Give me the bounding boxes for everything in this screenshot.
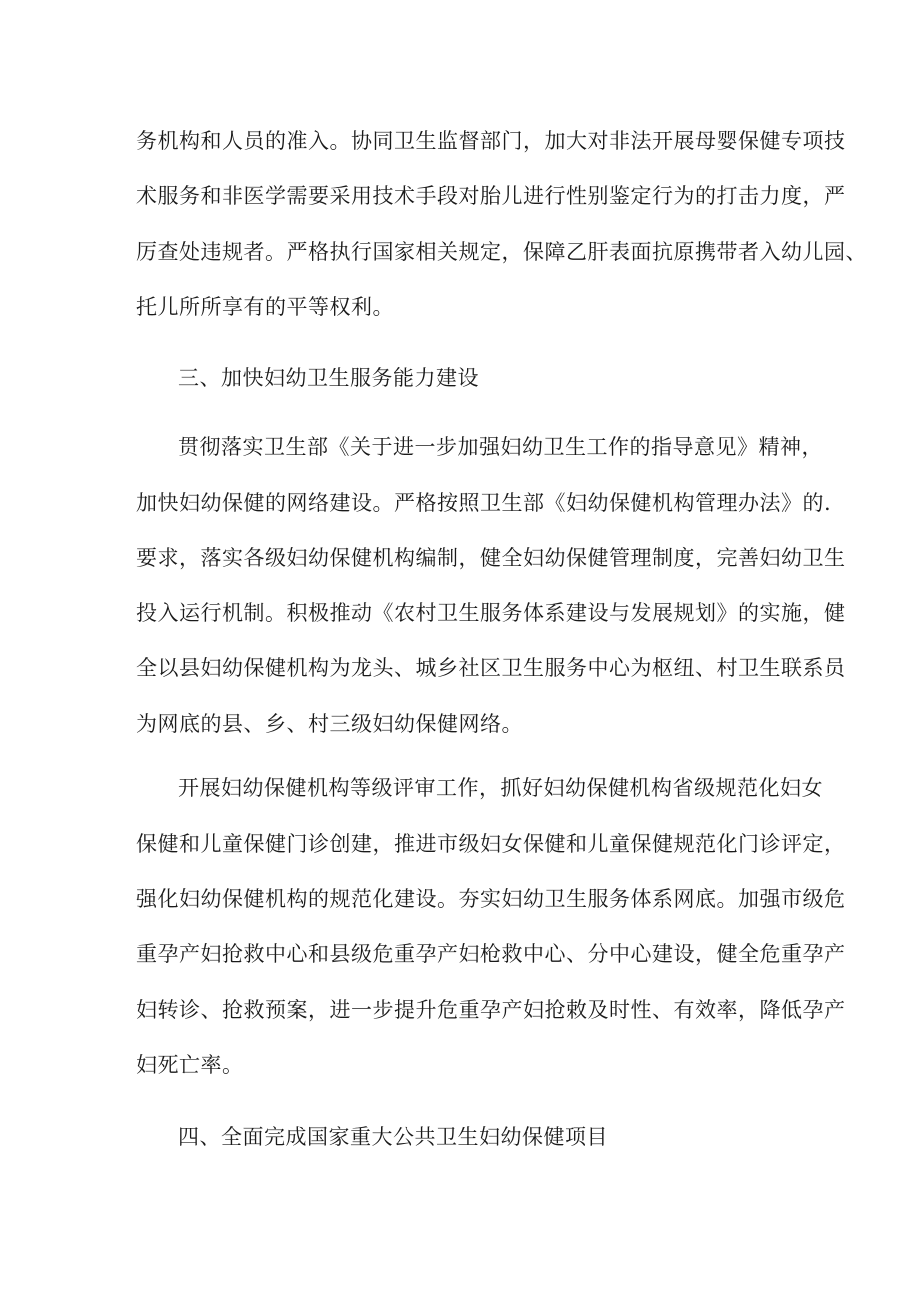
paragraph-3-line-4: 重孕产妇抢救中心和县级危重孕产妇枪救中心、分中心建设，健全危重孕产 <box>136 942 846 966</box>
paragraph-1-line-4: 托儿所所享有的平等权利。 <box>136 295 394 319</box>
paragraph-1-line-2: 术服务和非医学需要采用技术手段对胎儿进行性别鉴定行为的打击力度，严 <box>136 184 846 208</box>
paragraph-3-line-2: 保健和儿童保健门诊创建，推进市级妇女保健和儿童保健规范化门诊评定， <box>136 832 846 856</box>
paragraph-1-line-1: 务机构和人员的准入。协同卫生监督部门，加大对非法开展母婴保健专项技 <box>136 129 846 153</box>
paragraph-1-line-3: 厉查处违规者。严格执行国家相关规定，保障乙肝表面抗原携带者入幼儿园、 <box>136 240 867 264</box>
paragraph-3-line-1: 开展妇幼保健机构等级评审工作，抓好妇幼保健机构省级规范化妇女 <box>178 776 823 800</box>
paragraph-2-line-5: 全以县妇幼保健机构为龙头、城乡社区卫生服务中心为枢纽、村卫生联系员 <box>136 656 846 680</box>
paragraph-2-line-3: 要求，落实各级妇幼保健机构编制，健全妇幼保健管理制度，完善妇幼卫生 <box>136 546 846 570</box>
paragraph-2-line-2: 加快妇幼保健的网络建设。严格按照卫生部《妇幼保健机构管理办法》的. <box>136 491 832 515</box>
paragraph-3-line-6: 妇死亡率。 <box>136 1053 244 1077</box>
paragraph-2-line-4: 投入运行机制。积极推动《农村卫生服务体系建设与发展规划》的实施，健 <box>136 601 846 625</box>
paragraph-3-line-3: 强化妇幼保健机构的规范化建设。夯实妇幼卫生服务体系网底。加强市级危 <box>136 887 846 911</box>
section-heading-4: 四、全面完成国家重大公共卫生妇幼保健项目 <box>178 1125 608 1149</box>
paragraph-3-line-5: 妇转诊、抢救预案，进一步提升危重孕产妇抢敕及时性、有效率，降低孕产 <box>136 998 846 1022</box>
paragraph-2-line-1: 贯彻落实卫生部《关于进一步加强妇幼卫生工作的指导意见》精神， <box>178 435 823 459</box>
section-heading-3: 三、加快妇幼卫生服务能力建设 <box>178 366 479 390</box>
paragraph-2-line-6: 为网底的县、乡、村三级妇幼保健网络。 <box>136 712 523 736</box>
